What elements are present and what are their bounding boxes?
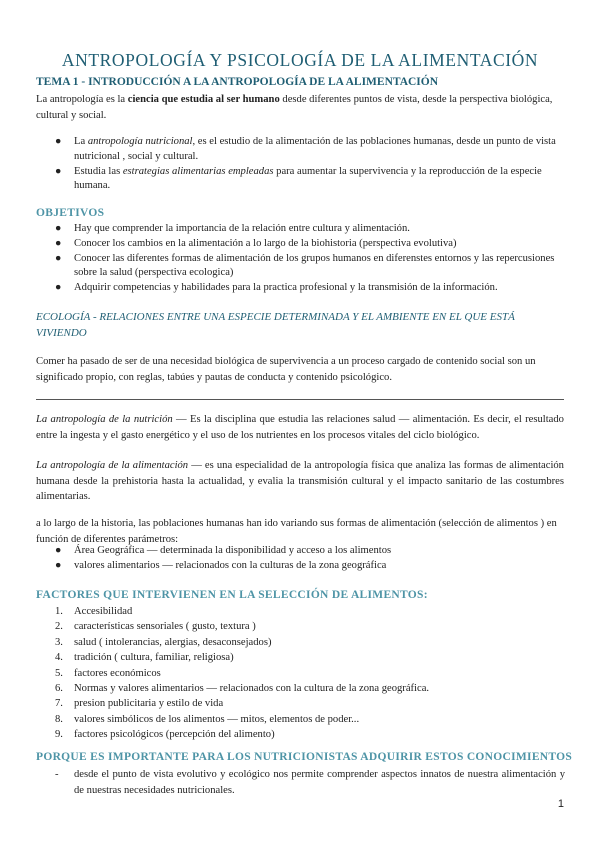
- alimentacion-paragraph: La antropología de la alimentación — es una especialidad de la antropología física que analiza las formas de alimentación humana desde la prehistoria hasta la actualidad, y evalia la transmisión cultural y el impacto sanitario de las costumbres alimentarias.: [36, 460, 564, 502]
- horizontal-divider: [36, 399, 564, 400]
- nutricion-term: La antropología de la nutrición: [36, 414, 173, 425]
- list-item: ● Estudia las estrategias alimentarias empleadas para aumentar la supervivencia y la reproducción de la especie humana.: [55, 165, 542, 192]
- list-item: 9. factores psicológicos (percepción del alimento): [55, 729, 275, 741]
- alimentacion-term: La antropología de la alimentación: [36, 460, 189, 471]
- tema-heading: TEMA 1 - INTRODUCCIÓN A LA ANTROPOLOGÍA DE LA ALIMENTACIÓN: [36, 76, 439, 88]
- parametros-list: [55, 544, 565, 574]
- list-item: 5. factores económicos: [55, 667, 161, 679]
- objetivos-heading: OBJETIVOS: [36, 207, 105, 219]
- factores-list: [55, 604, 565, 743]
- factores-heading: FACTORES QUE INTERVIENEN EN LA SELECCIÓN DE ALIMENTOS:: [36, 589, 428, 601]
- bullet-icon: ●: [55, 252, 62, 264]
- porque-heading: PORQUE ES IMPORTANTE PARA LOS NUTRICIONISTAS ADQUIRIR ESTOS CONOCIMIENTOS: [36, 751, 573, 763]
- bullet-icon: ●: [55, 282, 62, 294]
- list-item: ● La antropología nutricional, es el estudio de la alimentación de las poblaciones humanas, desde un punto de vista nutricional , social y cultural.: [55, 136, 556, 162]
- list-item: ● valores alimentarios — relacionados con la culturas de la zona geográfica: [55, 559, 565, 574]
- page-title: ANTROPOLOGÍA Y PSICOLOGÍA DE LA ALIMENTACIÓN: [61, 50, 539, 70]
- bullet-icon: ●: [55, 223, 62, 234]
- list-item: - desde el punto de vista evolutivo y ecológico nos permite comprender aspectos innatos de nuestra alimentación y de nuestras necesidades nutricionales.: [55, 769, 565, 796]
- ecologia-heading: ECOLOGÍA - RELACIONES ENTRE UNA ESPECIE DETERMINADA Y EL AMBIENTE EN EL QUE ESTÁ VIVIENDO: [36, 311, 515, 339]
- list-item: ● Conocer los cambios en la alimentación a lo largo de la biohistoria (perspectiva evolutiva): [55, 237, 565, 252]
- list-item: ● Adquirir competencias y habilidades para la practica profesional y la transmisión de la información.: [55, 281, 565, 296]
- bullet-icon: ●: [55, 545, 62, 556]
- intro-paragraph: [36, 92, 564, 123]
- list-item: ● Área Geográfica — determinada la disponibilidad y acceso a los alimentos: [55, 544, 565, 559]
- list-item: 6. Normas y valores alimentarios — relacionados con la cultura de la zona geográfica.: [55, 683, 430, 695]
- intro-text-a: La antropología es la: [36, 94, 128, 105]
- list-item: ● Hay que comprender la importancia de la relación entre cultura y alimentación.: [55, 222, 565, 237]
- bullet-icon: ●: [55, 559, 62, 571]
- intro-text-c: desde diferentes puntos de vista, desde la perspectiva biológica, cultural y social.: [36, 94, 553, 121]
- bullet-icon: ●: [55, 165, 62, 177]
- intro-text-bold: ciencia que estudia al ser humano: [127, 94, 280, 105]
- porque-list: [55, 767, 565, 798]
- bullet-icon: ●: [55, 237, 62, 249]
- nutricion-paragraph: La antropología de la nutrición — Es la disciplina que estudia las relaciones salud — alimentación. Es decir, el resultado entre la ingesta y el gasto energético y el uso de los nutrientes en los procesos vitales del ciclo biológico.: [36, 414, 564, 441]
- list-item: ● Conocer las diferentes formas de alimentación de los grupos humanos en diferenstes entornos y las repercusiones sobre la salud (perspectiva ecologica): [55, 252, 555, 279]
- list-item: 7. presion publicitaria y estilo de vida: [55, 698, 224, 710]
- list-item: 1. Accesibilidad: [55, 606, 133, 617]
- bullet-icon: ●: [55, 136, 62, 147]
- list-item: 2. características sensoriales ( gusto, textura ): [55, 621, 256, 633]
- historia-paragraph: a lo largo de la historia, las poblaciones humanas han ido variando sus formas de alimentación (selección de alimentos ) en función de diferentes parámetros:: [36, 518, 557, 545]
- list-item: 8. valores simbólicos de los alimentos — mitos, elementos de poder...: [55, 713, 360, 725]
- dash-marker: -: [55, 769, 59, 780]
- objetivos-list: [55, 222, 565, 296]
- list-item: 3. salud ( intolerancias, alergias, desaconsejados): [55, 636, 272, 648]
- comer-paragraph: Comer ha pasado de ser de una necesidad biológica de supervivencia a un proceso cargado de contenido social son un significado propio, con reglas, tabúes y pautas de conducta y contenido psicológico.: [36, 356, 536, 383]
- page-number: 1: [557, 798, 564, 810]
- list-item: 4. tradición ( cultura, familiar, religiosa): [55, 652, 234, 664]
- intro-bullet-list: [55, 135, 565, 194]
